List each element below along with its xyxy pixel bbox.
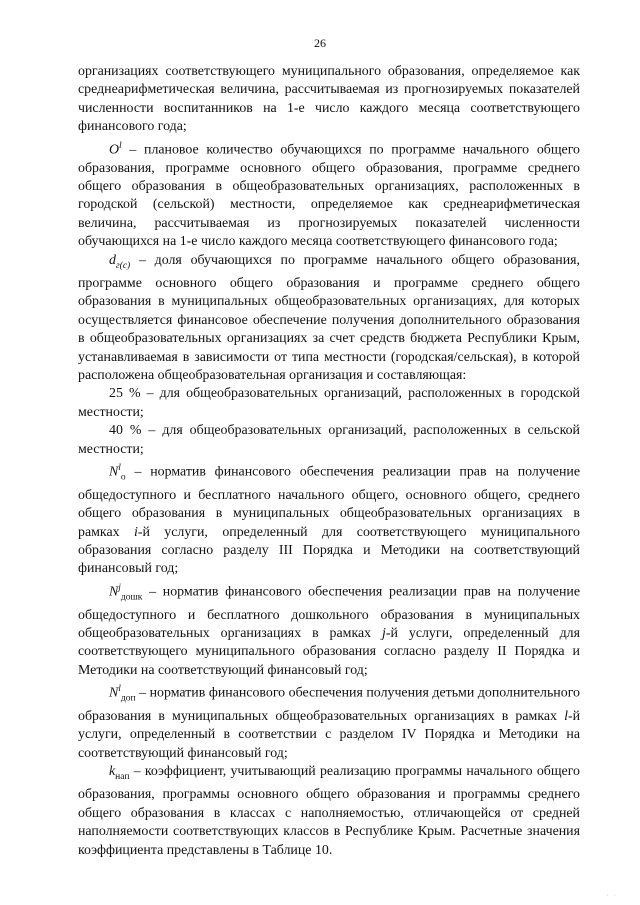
- paragraph-p8: [78, 680, 580, 763]
- paragraph-text: – норматив финансового обеспечения реализации прав на получение общедоступного и бесплатного начального общего, основного общего, среднего общего образования в муниципальных общеобразовательных организациях в рамках: [78, 464, 580, 540]
- paragraph-p5: [78, 422, 580, 459]
- paragraph-text: организациях соответствующего муниципального образования, определяемое как среднеарифметическая величина, рассчитываемая из прогнозируемых показателей численности воспитанников на 1-е число каждого месяца соответствующего финансового года;: [78, 64, 580, 135]
- paragraph-text: -й услуги, определенный для соответствующего муниципального образования согласно разделу III Порядка и Методики на соответствующий финансовый год;: [78, 524, 580, 577]
- paragraph-text: 25 % – для общеобразовательных организаций, расположенных в городской местности;: [78, 386, 580, 420]
- paragraph-text: – доля обучающихся по программе начального общего образования, программе основного общего образования и программе среднего общего образования в муниципальных общеобразовательных организациях, для которых осуществляется финансовое обеспечение получения дополнительного образования в общеобразовательных организациях за счет средств бюджета Республики Крым, устанавливаемая в зависимости от типа местности (городская/сельская), в которой расположена общеобразовательная организация и составляющая:: [78, 252, 580, 383]
- symbol-text: N: [109, 685, 119, 701]
- paragraph-p9: [78, 763, 580, 860]
- scan-artifact: · ·: [606, 893, 618, 899]
- symbol-text: O: [109, 142, 120, 158]
- symbol-text: d: [109, 252, 116, 268]
- symbol-text: k: [109, 764, 116, 780]
- subscript-label: о: [120, 472, 126, 483]
- subscript-index: г(с): [115, 260, 131, 271]
- symbol-text: i: [133, 524, 138, 540]
- subscript-label: нап: [115, 772, 130, 783]
- paragraph-p6: [78, 459, 580, 579]
- page-number: 26: [314, 36, 326, 50]
- paragraph-text: – плановое количество обучающихся по программе начального общего образования, программе основного общего образования, программе среднего общего образования в общеобразовательных организациях, расположенных в городской (сельской) местности, определяемое как среднеарифметическая величина, рассчитываемая из прогнозируемых показателей численности обучающихся на 1-е число каждого месяца соответствующего финансового года;: [78, 142, 580, 250]
- paragraph-text: -й услуги, определенный для соответствующего муниципального образования согласно разделу II Порядка и Методики на соответствующий финансовый год;: [78, 626, 580, 678]
- paragraph-p4: [78, 385, 580, 422]
- paragraph-text: – коэффициент, учитывающий реализацию программы начального общего образования, программы основного общего образования и программы среднего общего образования в классах с наполняемостью, отличающейся от средней наполняемости соответствующих классов в Республике Крым. Расчетные значения коэффициента представлены в Таблице 10.: [78, 764, 580, 858]
- paragraph-p2: [78, 137, 580, 252]
- subscript-label: доп: [120, 693, 136, 704]
- superscript-index: j: [118, 582, 121, 593]
- document-body: [78, 63, 580, 860]
- subscript-label: дошк: [120, 592, 143, 603]
- superscript-index: l: [118, 462, 121, 473]
- paragraph-text: -й услуги, определенный в соответствии с разделом IV Порядка и Методики на соответствующий финансовый год;: [78, 709, 580, 761]
- symbol-text: j: [382, 626, 386, 641]
- paragraph-text: 40 % – для общеобразовательных организаций, расположенных в сельской местности;: [78, 423, 580, 457]
- superscript-index: l: [119, 140, 122, 151]
- superscript-index: l: [118, 684, 121, 695]
- paragraph-p7: [78, 579, 580, 680]
- symbol-text: N: [109, 464, 119, 480]
- paragraph-text: – норматив финансового обеспечения получения детьми дополнительного образования в муниципальных общеобразовательных организациях в рамках: [78, 685, 580, 725]
- paragraph-p3: [78, 252, 580, 386]
- paragraph-text: – норматив финансового обеспечения реализации прав на получение общедоступного и бесплатного дошкольного образования в муниципальных общеобразовательных организациях в рамках: [78, 584, 580, 641]
- symbol-text: N: [109, 584, 119, 600]
- symbol-text: l: [564, 709, 568, 725]
- paragraph-p1: [78, 63, 580, 137]
